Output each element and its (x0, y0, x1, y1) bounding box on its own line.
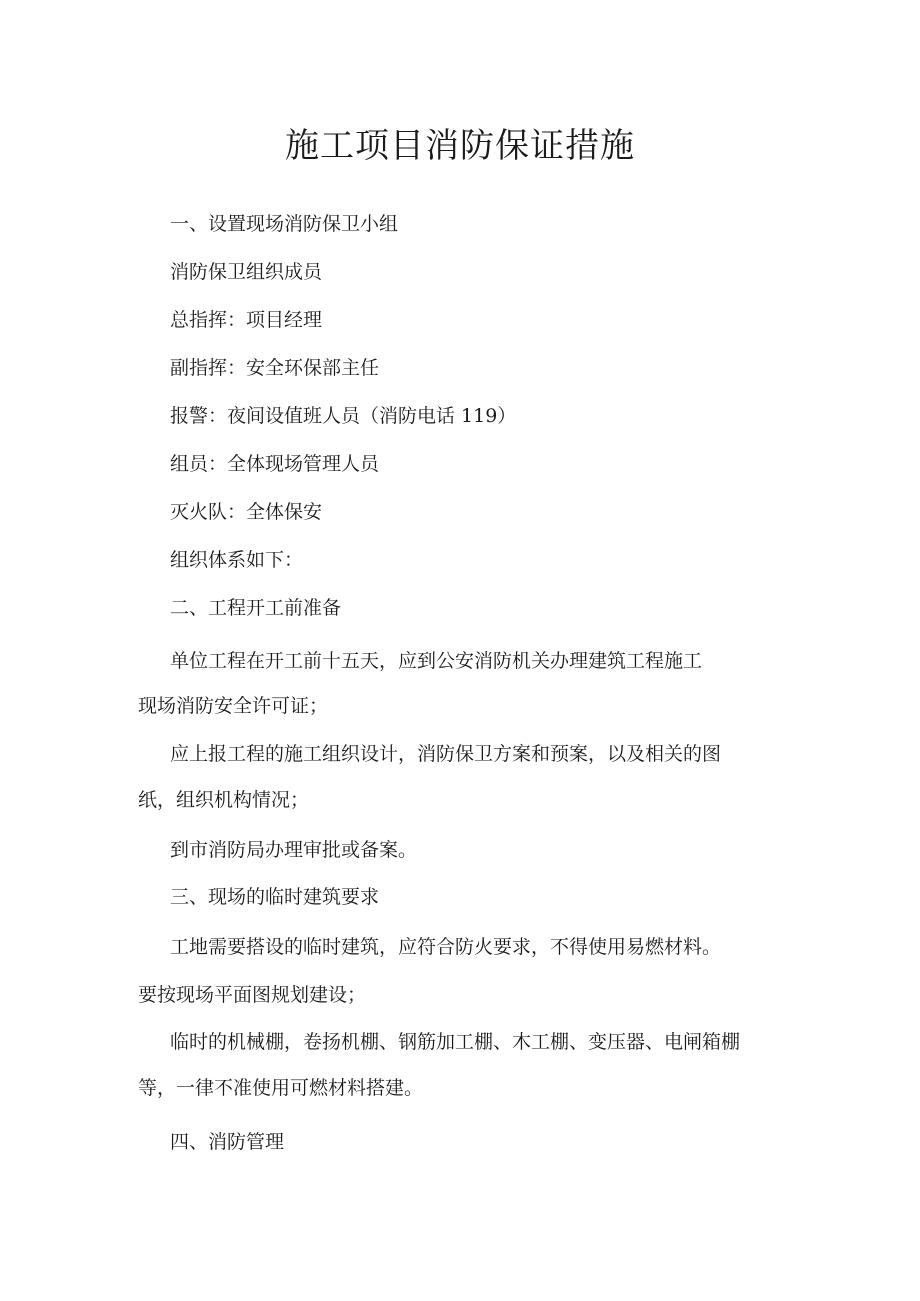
section-heading-1: 一、设置现场消防保卫小组 (170, 213, 399, 235)
document-title: 施工项目消防保证措施 (285, 126, 635, 166)
text-line: 报警：夜间设值班人员（消防电话 119） (170, 405, 517, 427)
text-line: 消防保卫组织成员 (170, 261, 323, 283)
section-heading-4: 四、消防管理 (170, 1131, 285, 1153)
section-heading-2: 二、工程开工前准备 (170, 597, 342, 619)
text-line: 组员：全体现场管理人员 (170, 453, 380, 475)
text-line: 组织体系如下： (170, 549, 304, 571)
text-line: 现场消防安全许可证； (138, 695, 329, 717)
text-line: 灭火队：全体保安 (170, 501, 323, 523)
text-line: 总指挥：项目经理 (170, 309, 323, 331)
text-line: 纸，组织机构情况； (138, 789, 310, 811)
section-heading-3: 三、现场的临时建筑要求 (170, 886, 380, 908)
text-line: 单位工程在开工前十五天，应到公安消防机关办理建筑工程施工 (170, 650, 703, 672)
text-line: 临时的机械棚，卷扬机棚、钢筋加工棚、木工棚、变压器、电闸箱棚 (170, 1031, 741, 1053)
text-line: 工地需要搭设的临时建筑，应符合防火要求，不得使用易燃材料。 (170, 936, 722, 958)
text-line: 应上报工程的施工组织设计，消防保卫方案和预案，以及相关的图 (170, 743, 722, 765)
text-line: 要按现场平面图规划建设； (138, 984, 367, 1006)
text-line: 副指挥：安全环保部主任 (170, 357, 380, 379)
text-line: 到市消防局办理审批或备案。 (170, 839, 418, 861)
text-line: 等，一律不准使用可燃材料搭建。 (138, 1077, 424, 1099)
